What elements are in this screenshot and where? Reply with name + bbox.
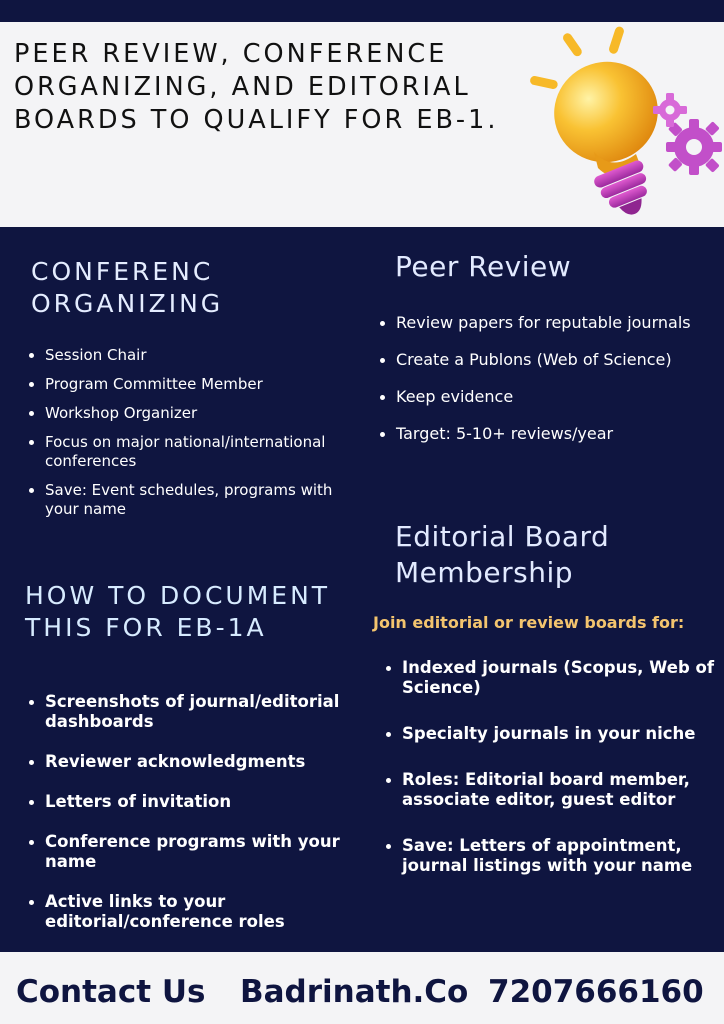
conference-heading: CONFERENC ORGANIZING [31, 257, 224, 318]
list-item: Save: Event schedules, programs with your name [27, 481, 367, 519]
list-item: Create a Publons (Web of Science) [378, 350, 723, 370]
list-item: Roles: Editorial board member, associate editor, guest editor [384, 770, 724, 810]
contact-label: Contact Us [16, 974, 206, 1010]
website-link[interactable]: Badrinath.Co [240, 974, 469, 1010]
list-item: Letters of invitation [27, 792, 372, 812]
list-item: Save: Letters of appointment, journal listings with your name [384, 836, 724, 876]
list-item: Specialty journals in your niche [384, 724, 724, 744]
phone-number[interactable]: 7207666160 [488, 974, 704, 1010]
page-title: PEER REVIEW, CONFERENCE ORGANIZING, AND EDITORIAL BOARDS TO QUALIFY FOR EB-1. [14, 39, 499, 135]
editorial-subheading: Join editorial or review boards for: [373, 613, 685, 632]
list-item: Conference programs with your name [27, 832, 372, 872]
list-item: Focus on major national/international conferences [27, 433, 367, 471]
editorial-list [384, 658, 724, 902]
top-strip [0, 0, 724, 22]
list-item: Indexed journals (Scopus, Web of Science) [384, 658, 724, 698]
list-item: Workshop Organizer [27, 404, 367, 423]
editorial-heading: Editorial Board Membership [395, 520, 610, 589]
list-item: Target: 5-10+ reviews/year [378, 424, 723, 444]
list-item: Keep evidence [378, 387, 723, 407]
list-item: Review papers for reputable journals [378, 313, 723, 333]
conference-list [27, 346, 367, 529]
document-heading: HOW TO DOCUMENT THIS FOR EB-1A [25, 581, 331, 642]
list-item: Active links to your editorial/conference roles [27, 892, 372, 932]
list-item: Program Committee Member [27, 375, 367, 394]
list-item: Session Chair [27, 346, 367, 365]
list-item: Screenshots of journal/editorial dashboards [27, 692, 372, 732]
peer-review-heading: Peer Review [395, 250, 572, 283]
footer-bar [0, 952, 724, 1024]
lightbulb-gears-icon [524, 22, 724, 227]
document-list [27, 692, 372, 952]
list-item: Reviewer acknowledgments [27, 752, 372, 772]
peer-review-list [378, 313, 723, 461]
